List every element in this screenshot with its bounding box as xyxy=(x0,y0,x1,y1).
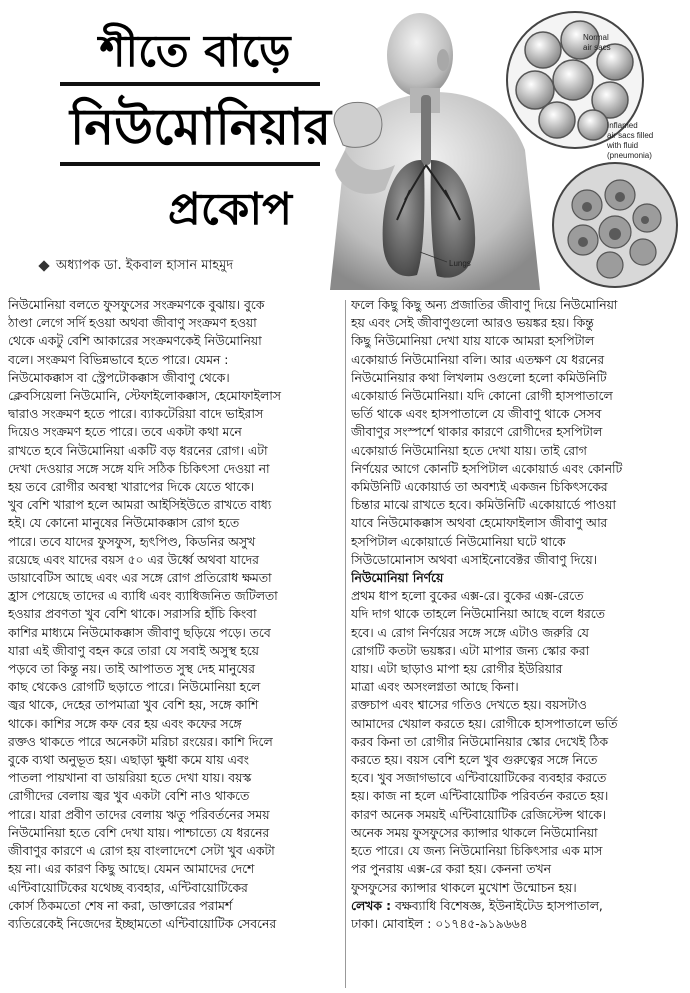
paragraph-line: জ্বর থাকে, দেহের তাপমাত্রা খুব বেশি হয়, সঙ্গে কাশি xyxy=(8,698,259,713)
paragraph-line: নিউমোকক্কাস বা স্ট্রেপটোকক্কাস জীবাণু থেকে। xyxy=(8,370,230,385)
byline-author: অধ্যাপক ডা. ইকবাল হাসান মাহমুদ xyxy=(56,258,234,273)
paragraph-line: পড়বে তা কিন্তু নয়। তাই আপাতত সুস্থ দেহ মানুষের xyxy=(8,662,255,677)
paragraph-line: একোয়ার্ড নিউমোনিয়া বলি। আর এতক্ষণ যে ধরনের xyxy=(351,352,604,367)
author-contact: ঢাকা। মোবাইল : ০১৭৪৫-৯১৯৬৬৪ xyxy=(351,916,528,931)
paragraph-line: হতে পারে। যে জন্য নিউমোনিয়া চিকিৎসার এক মাস xyxy=(351,844,603,859)
normal-air-sacs-label-1: Normal xyxy=(583,33,609,42)
paragraph-line: অনেক সময় ফুসফুসের ক্যান্সার থাকলে নিউমোনিয়া xyxy=(351,825,598,840)
paragraph-line: হবে। খুব সজাগভাবে এন্টিবায়োটিকের ব্যবহার করতে xyxy=(351,771,607,786)
paragraph-line: আমাদের খেয়াল করতে হয়। রোগীকে হাসপাতালে ভর্তি xyxy=(351,716,618,731)
paragraph-line: হওয়ার প্রবণতা খুব বেশি থাকে। সরাসরি হাঁচি কিংবা xyxy=(8,607,257,622)
headline-line-1: শীতে বাড়ে xyxy=(99,26,291,77)
paragraph-line: হবে। এ রোগ নির্ণয়ের সঙ্গে সঙ্গে এটাও জরুরি যে xyxy=(351,625,589,640)
paragraph-line: নিউমোনিয়ার কথা লিখলাম ওগুলো হলো কমিউনিটি xyxy=(351,370,607,385)
paragraph-line: কোর্স ঠিকমতো শেষ না করা, ডাক্তারের পরামর্শ xyxy=(8,898,233,913)
inflamed-air-sacs-label-4: (pneumonia) xyxy=(607,151,652,160)
paragraph-line: চিন্তার মাঝে রাখতে হবে। কমিউনিটি একোয়ার্ডে পাওয়া xyxy=(351,498,616,513)
paragraph-line: রাখতে হবে নিউমোনিয়া একটি বড় ধরনের রোগ। এটা xyxy=(8,443,268,458)
paragraph-line: ঠাণ্ডা লেগে সর্দি হওয়া অথবা জীবাণু সংক্রমণ হওয়া xyxy=(8,316,257,331)
paragraph-line: একোয়ার্ড নিউমোনিয়া। যদি কোনো রোগী হাসপাতালে xyxy=(351,389,613,404)
headline-line-3: প্রকোপ xyxy=(168,184,292,235)
paragraph-line: বুকে ব্যথা অনুভূত হয়। এছাড়া ক্ষুধা কমে যায় এবং xyxy=(8,753,249,768)
pneumonia-illustration xyxy=(325,0,690,290)
paragraph-line: বলে। সংক্রমণ বিভিন্নভাবে হতে পারে। যেমন : xyxy=(8,352,229,367)
paragraph-line: পারে। যারা প্রবীণ তাদের বেলায় ঋতু পরিবর্তনের সময় xyxy=(8,807,270,822)
paragraph-line: করব কিনা তা রোগীর নিউমোনিয়ার স্কোর দেখেই ঠিক xyxy=(351,734,608,749)
paragraph-line: দ্বারাও সংক্রমণ হতে পারে। ব্যাকটেরিয়া বাদে ভাইরাস xyxy=(8,407,264,422)
paragraph-line: যারা এই জীবাণু বহন করে তারা যে সবাই অসুস্থ হয়ে xyxy=(8,643,259,658)
paragraph-line: যাবে নিউমোকক্কাস অথবা হেমোফাইলাস জীবাণু আর xyxy=(351,516,608,531)
column-divider xyxy=(345,300,346,988)
paragraph-line: খুব বেশি খারাপ হলে আমরা আইসিইউতে রাখতে বাধ্য xyxy=(8,498,272,513)
headline-rule-bottom xyxy=(60,162,320,166)
inflamed-air-sacs-label-2: air sacs filled xyxy=(607,131,654,140)
paragraph-line: কাছ থেকেও রোগটি ছড়াতে পারে। নিউমোনিয়া হলে xyxy=(8,680,261,695)
paragraph-line: থাকে। কাশির সঙ্গে কফ বের হয় এবং কফের সঙ্গে xyxy=(8,716,242,731)
paragraph-line: নিউমোনিয়া হতে বেশি দেখা যায়। পাশ্চাত্যে যে ধরনের xyxy=(8,825,270,840)
paragraph-line: দিয়েও সংক্রমণ হতে পারে। তবে একটা কথা মনে xyxy=(8,425,242,440)
lungs-label: Lungs xyxy=(449,259,471,268)
paragraph-line: হ্রাস পেয়েছে তাদের এ ব্যাধি এবং ব্যাধিজনিত জটিলতা xyxy=(8,589,278,604)
inflamed-air-sacs-label-1: Inflamed xyxy=(607,121,638,130)
paragraph-line: পারে। তবে যাদের ফুসফুস, হৃৎপিণ্ড, কিডনির অসুখ xyxy=(8,534,256,549)
author-designation: বক্ষব্যাধি বিশেষজ্ঞ, ইউনাইটেড হাসপাতাল, xyxy=(394,898,603,913)
paragraph-line: হয় তবে রোগীর অবস্থা খারাপের দিকে যেতে থাকে। xyxy=(8,480,255,495)
inflamed-air-sacs-label-3: with fluid xyxy=(607,141,639,150)
paragraph-line: রয়েছে এবং যাদের বয়স ৫০ এর উর্ধ্বে অথবা যাদের xyxy=(8,552,259,567)
paragraph-line: ব্যতিরেকেই নিজেদের ইচ্ছামতো এন্টিবায়োটিক সেবনের xyxy=(8,916,277,931)
author-info xyxy=(351,897,685,915)
paragraph-line: যায়। এটা ছাড়াও মাপা হয় রোগীর ইউরিয়ার xyxy=(351,662,563,677)
paragraph-line: হয়। কাজ না হলে এন্টিবায়োটিক পরিবর্তন করতে হয়। xyxy=(351,789,609,804)
paragraph-line: নিউমোনিয়া বলতে ফুসফুসের সংক্রমণকে বুঝায়। বুকে xyxy=(8,298,265,312)
paragraph-line: হয় এবং সেই জীবাণুগুলো আরও ভয়ঙ্কর হয়। কিন্তু xyxy=(351,316,594,331)
paragraph-line: হই। যে কোনো মানুষের নিউমোকক্কাস রোগ হতে xyxy=(8,516,240,531)
paragraph-line: রক্তচাপ এবং শ্বাসের গতিও দেখতে হয়। বয়সটাও xyxy=(351,698,587,713)
paragraph-line: কমিউনিটি একোয়ার্ড তা অবশ্যই একজন চিকিৎসকের xyxy=(351,480,608,495)
paragraph-line: যদি দাগ থাকে তাহলে নিউমোনিয়া আছে বলে ধরতে xyxy=(351,607,605,622)
paragraph-line: জীবাণুর কারণে এ রোগ হয় বাংলাদেশে সেটা খুব একটা xyxy=(8,844,275,859)
diamond-bullet-icon xyxy=(38,260,49,271)
paragraph-line: রোগীদের বেলায় জ্বর খুব একটা বেশি নাও থাকতে xyxy=(8,789,250,804)
paragraph-line: করতে হয়। বয়স বেশি হলে খুব গুরুত্বের সঙ্গে নিতে xyxy=(351,753,598,768)
paragraph-line: ভর্তি থাকে এবং হাসপাতালে যে জীবাণু থাকে সেসব xyxy=(351,407,602,422)
paragraph-line: হয় না। এর কারণ কিছু আছে। যেমন আমাদের দেশে xyxy=(8,862,255,877)
paragraph-line: পাতলা পায়খানা বা ডায়রিয়া হতে দেখা যায়। বয়স্ক xyxy=(8,771,252,786)
paragraph-line: মাত্রা এবং অসংলগ্নতা আছে কিনা। xyxy=(351,680,519,695)
subheading-diagnosis: নিউমোনিয়া নির্ণয়ে xyxy=(351,571,444,586)
byline xyxy=(40,256,233,277)
paragraph-line: রোগটি কতটা ভয়ঙ্কর। এটা মাপার জন্য স্কোর করা xyxy=(351,643,590,658)
paragraph-line: একোয়ার্ড নিউমোনিয়া হতে দেখা যায়। তাই রোগ xyxy=(351,443,587,458)
article-column-left xyxy=(8,296,341,992)
paragraph-line: কারণ অনেক সময়ই এন্টিবায়োটিক রেজিস্টেন্স থাকে। xyxy=(351,807,607,822)
paragraph-line: রক্তও থাকতে পারে অনেকটা মরিচা রংয়ের। কাশি দিলে xyxy=(8,734,273,749)
paragraph-line: ক্লেবসিয়েলা নিউমোনি, স্টেফাইলোকক্কাস, হেমোফাইলাস xyxy=(8,389,281,404)
paragraph-line: ফলে কিছু কিছু অন্য প্রজাতির জীবাণু দিয়ে নিউমোনিয়া xyxy=(351,298,618,312)
paragraph-line: পর পুনরায় এক্স-রে করা হয়। কেননা তখন xyxy=(351,862,551,877)
paragraph-line: দেখা দেওয়ার সঙ্গে সঙ্গে যদি সঠিক চিকিৎসা দেওয়া না xyxy=(8,461,270,476)
fist-shape xyxy=(334,102,382,147)
paragraph-line: জীবাণুর সংস্পর্শে থাকার কারণে রোগীদের হসপিটাল xyxy=(351,425,603,440)
paragraph-line: কিছু নিউমোনিয়া দেখা যায় যাকে আমরা হসপিটাল xyxy=(351,334,595,349)
paragraph-line: কাশির মাধ্যমে নিউমোকক্কাস জীবাণু ছড়িয়ে পড়ে। তবে xyxy=(8,625,271,640)
paragraph-line: সিউডোমোনাস অথবা এসাইনোবেক্টর জীবাণু দিয়ে। xyxy=(351,552,597,567)
headline-line-2: নিউমোনিয়ার xyxy=(70,97,332,156)
paragraph-line: এন্টিবায়োটিকের যথেচ্ছ ব্যবহার, এন্টিবায়োটিকের xyxy=(8,880,248,895)
paragraph-line: নির্ণয়ের আগে কোনটি হসপিটাল একোয়ার্ড এবং কোনটি xyxy=(351,461,623,476)
paragraph-line: প্রথম ধাপ হলো বুকের এক্স-রে। বুকের এক্স-রেতে xyxy=(351,589,584,604)
paragraph-line: ডায়াবেটিস আছে এবং এর সঙ্গে রোগ প্রতিরোধ ক্ষমতা xyxy=(8,571,272,586)
paragraph-line: হসপিটাল একোয়ার্ডে নিউমোনিয়া ঘটে থাকে xyxy=(351,534,566,549)
normal-air-sacs-label-2: air sacs xyxy=(583,43,611,52)
author-label: লেখক : xyxy=(351,898,392,913)
article-column-right xyxy=(351,296,685,992)
paragraph-line: থেকে একটু বেশি আকারের সংক্রমণকেই নিউমোনিয়া xyxy=(8,334,262,349)
paragraph-line: ফুসফুসের ক্যান্সার থাকলে মুখোশ উন্মোচন হয়। xyxy=(351,880,577,895)
headline-rule-top xyxy=(60,82,320,86)
